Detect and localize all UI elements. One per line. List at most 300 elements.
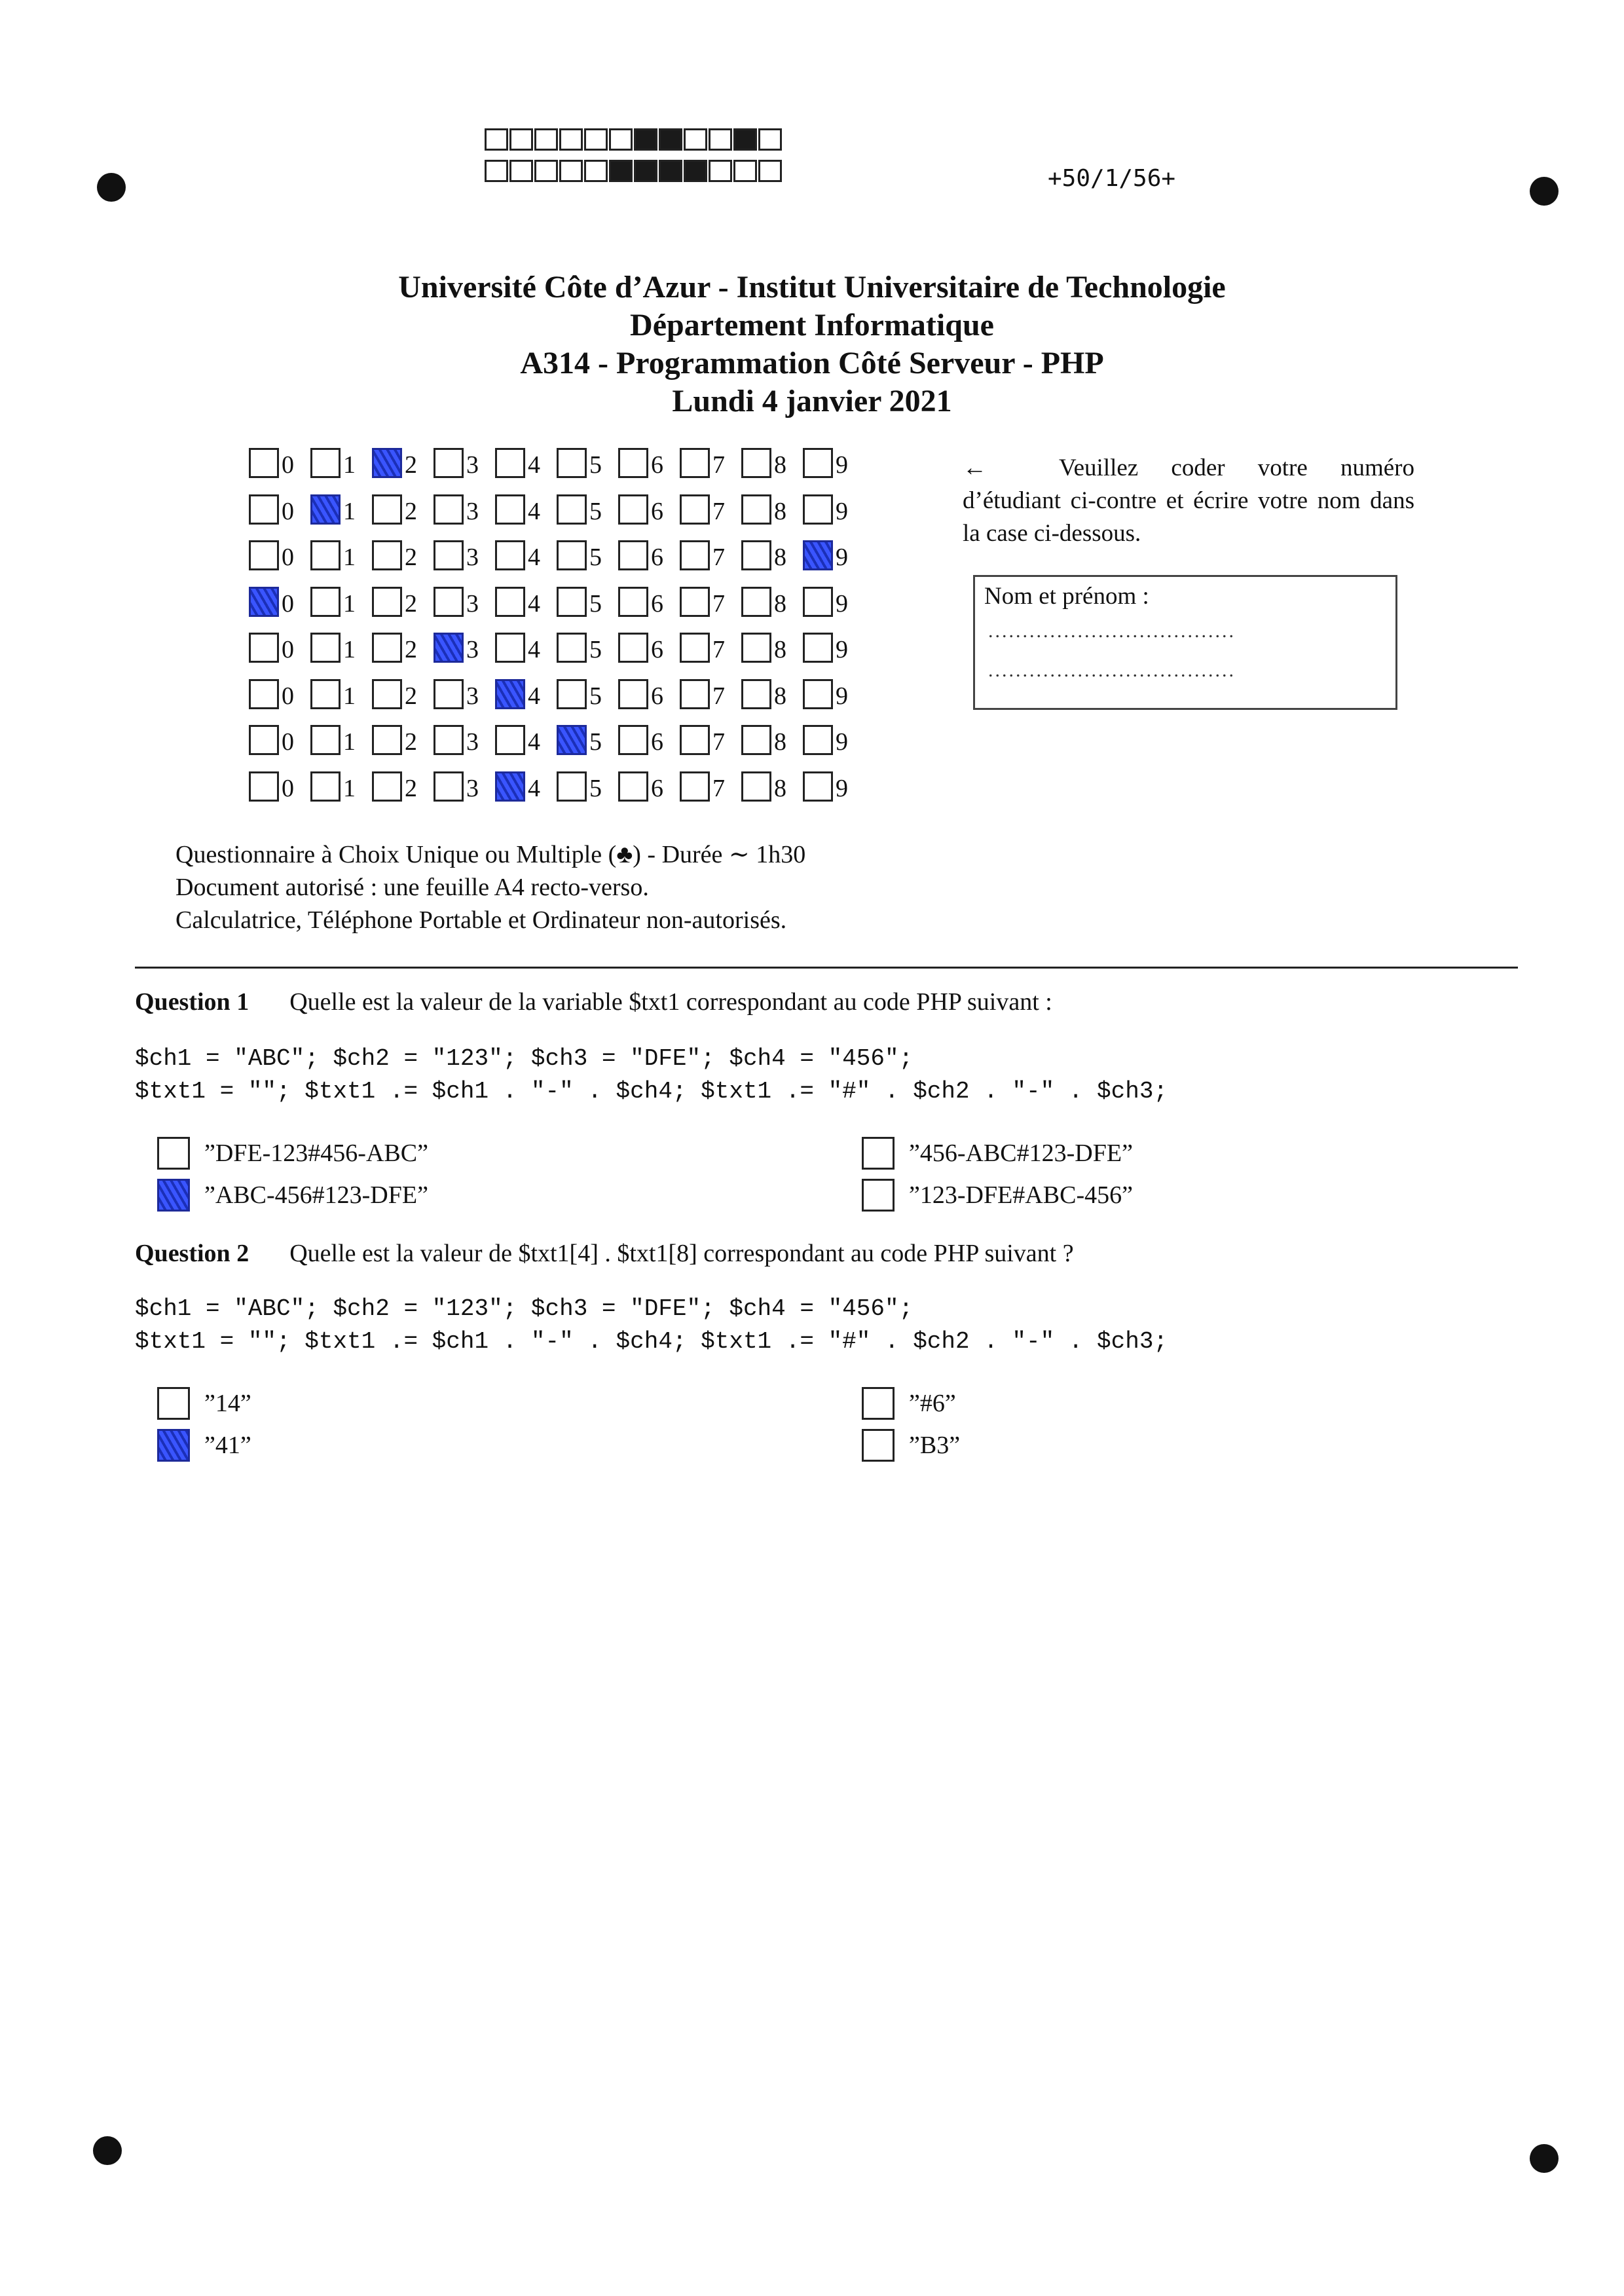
- student-digit-checkbox[interactable]: [680, 448, 710, 478]
- student-digit-checkbox[interactable]: [249, 540, 279, 570]
- student-digit-option[interactable]: [434, 633, 495, 663]
- student-digit-option[interactable]: [680, 633, 741, 663]
- student-digit-checkbox[interactable]: [495, 448, 525, 478]
- student-digit-label: 8: [774, 451, 786, 479]
- student-digit-option[interactable]: [249, 633, 310, 663]
- student-digit-checkbox[interactable]: [803, 587, 833, 617]
- barcode-cell: [609, 160, 633, 182]
- q2-answer-a-checkbox[interactable]: [157, 1387, 190, 1420]
- student-digit-label: 3: [466, 544, 479, 571]
- barcode-cell: [684, 160, 707, 182]
- barcode-row-2: [485, 160, 783, 182]
- barcode-cell: [609, 128, 633, 151]
- q1-answer-d-label: ”123-DFE#ABC-456”: [909, 1181, 1133, 1209]
- student-digit-checkbox[interactable]: [372, 633, 402, 663]
- left-arrow-icon: ←: [963, 454, 987, 481]
- student-digit-label: 5: [589, 497, 602, 525]
- student-digit-checkbox[interactable]: [618, 633, 648, 663]
- student-digit-option[interactable]: [434, 679, 495, 709]
- student-digit-option[interactable]: [495, 679, 557, 709]
- student-digit-label: 1: [343, 451, 356, 479]
- student-digit-label: 9: [836, 774, 848, 802]
- student-digit-option[interactable]: [310, 633, 372, 663]
- question-1-text: Quelle est la valeur de la variable $txt1 correspondant au code PHP suivant :: [289, 988, 1052, 1016]
- student-digit-option[interactable]: [495, 771, 557, 802]
- student-digit-option[interactable]: [372, 725, 434, 755]
- q1-answer-c-checkbox[interactable]: [862, 1137, 895, 1170]
- student-digit-label: 2: [405, 682, 417, 710]
- student-digit-option[interactable]: [557, 494, 618, 525]
- barcode-cell: [534, 160, 558, 182]
- student-digit-option[interactable]: [557, 679, 618, 709]
- student-digit-checkbox[interactable]: [618, 679, 648, 709]
- student-digit-checkbox[interactable]: [618, 494, 648, 525]
- student-digit-checkbox[interactable]: [310, 679, 341, 709]
- barcode-cell: [733, 160, 757, 182]
- student-digit-option[interactable]: [618, 679, 680, 709]
- student-digit-label: 5: [589, 589, 602, 618]
- barcode-cell: [659, 128, 682, 151]
- student-digit-checkbox[interactable]: [680, 771, 710, 802]
- question-2-text: Quelle est la valeur de $txt1[4] . $txt1[8] correspondant au code PHP suivant ?: [289, 1240, 1074, 1267]
- student-digit-checkbox[interactable]: [741, 725, 771, 755]
- barcode-cell: [733, 128, 757, 151]
- student-digit-label: 2: [405, 544, 417, 571]
- student-digit-label: 3: [466, 682, 479, 710]
- student-digit-option[interactable]: [741, 540, 803, 570]
- student-digit-label: 5: [589, 728, 602, 756]
- student-digit-checkbox[interactable]: [310, 540, 341, 570]
- student-digit-checkbox[interactable]: [557, 448, 587, 478]
- question-1-code-line-1: $ch1 = "ABC"; $ch2 = "123"; $ch3 = "DFE"; $ch4 = "456";: [135, 1045, 913, 1072]
- student-digit-label: 0: [282, 497, 294, 525]
- question-2-header: [135, 1239, 1074, 1268]
- student-digit-option[interactable]: [741, 771, 803, 802]
- student-digit-label: 7: [712, 544, 725, 571]
- student-digit-checkbox[interactable]: [434, 725, 464, 755]
- student-digit-label: 7: [712, 682, 725, 710]
- student-digit-checkbox[interactable]: [557, 771, 587, 802]
- student-digit-label: 1: [343, 544, 356, 571]
- student-digit-checkbox[interactable]: [803, 725, 833, 755]
- student-digit-option[interactable]: [803, 771, 864, 802]
- rules-line-1: Questionnaire à Choix Unique ou Multiple (♣) - Durée ∼ 1h30: [175, 841, 806, 868]
- student-digit-label: 1: [343, 774, 356, 802]
- student-digit-label: 8: [774, 774, 786, 802]
- student-digit-checkbox[interactable]: [557, 494, 587, 525]
- student-digit-checkbox[interactable]: [680, 540, 710, 570]
- student-digit-label: 2: [405, 451, 417, 479]
- student-digit-option[interactable]: [434, 494, 495, 525]
- student-digit-label: 8: [774, 728, 786, 756]
- student-digit-label: 2: [405, 728, 417, 756]
- header-department: Département Informatique: [630, 308, 994, 343]
- registration-dot-bottom-right: [1530, 2144, 1559, 2173]
- student-digit-option[interactable]: [680, 448, 741, 478]
- student-digit-option[interactable]: [310, 771, 372, 802]
- student-digit-option[interactable]: [372, 494, 434, 525]
- student-digit-checkbox[interactable]: [310, 494, 341, 525]
- student-digit-option[interactable]: [310, 725, 372, 755]
- student-digit-checkbox[interactable]: [372, 540, 402, 570]
- q2-answer-d[interactable]: [862, 1429, 960, 1462]
- student-digit-option[interactable]: [618, 494, 680, 525]
- student-digit-checkbox[interactable]: [557, 587, 587, 617]
- q2-answer-a-label: ”14”: [204, 1390, 251, 1417]
- barcode-cell: [509, 128, 533, 151]
- student-digit-option[interactable]: [372, 633, 434, 663]
- student-digit-label: 8: [774, 544, 786, 571]
- student-digit-option[interactable]: [495, 448, 557, 478]
- question-1-code: [135, 1043, 1168, 1108]
- student-digit-option[interactable]: [249, 771, 310, 802]
- student-digit-label: 0: [282, 544, 294, 571]
- student-digit-checkbox[interactable]: [372, 771, 402, 802]
- question-2-code: [135, 1293, 1168, 1358]
- student-digit-checkbox[interactable]: [249, 587, 279, 617]
- q1-answer-b[interactable]: [157, 1179, 428, 1212]
- student-digit-checkbox[interactable]: [249, 679, 279, 709]
- student-digit-label: 7: [712, 728, 725, 756]
- student-digit-checkbox[interactable]: [249, 771, 279, 802]
- student-digit-checkbox[interactable]: [618, 448, 648, 478]
- student-digit-label: 2: [405, 497, 417, 525]
- student-digit-label: 3: [466, 497, 479, 525]
- student-digit-checkbox[interactable]: [741, 494, 771, 525]
- q1-answer-c-label: ”456-ABC#123-DFE”: [909, 1139, 1133, 1167]
- student-digit-option[interactable]: [249, 679, 310, 709]
- student-digit-checkbox[interactable]: [310, 448, 341, 478]
- student-digit-checkbox[interactable]: [434, 633, 464, 663]
- student-digit-row: [249, 679, 864, 726]
- exam-rules: [175, 838, 805, 936]
- student-digit-option[interactable]: [680, 494, 741, 525]
- student-digit-checkbox[interactable]: [372, 725, 402, 755]
- student-digit-option[interactable]: [618, 725, 680, 755]
- q2-answer-d-label: ”B3”: [909, 1432, 961, 1459]
- barcode-cell: [534, 128, 558, 151]
- student-digit-option[interactable]: [680, 725, 741, 755]
- student-digit-label: 6: [651, 636, 663, 663]
- question-1-code-line-2: $txt1 = ""; $txt1 .= $ch1 . "-" . $ch4; $txt1 .= "#" . $ch2 . "-" . $ch3;: [135, 1078, 1168, 1105]
- student-digit-checkbox[interactable]: [434, 587, 464, 617]
- student-digit-label: 5: [589, 451, 602, 479]
- student-digit-row: [249, 633, 864, 679]
- header-university: Université Côte d’Azur - Institut Universitaire de Technologie: [398, 270, 1226, 305]
- student-digit-label: 0: [282, 682, 294, 710]
- student-digit-option[interactable]: [249, 494, 310, 525]
- q1-answer-a[interactable]: [157, 1137, 428, 1170]
- student-digit-checkbox[interactable]: [803, 540, 833, 570]
- student-digit-option[interactable]: [495, 540, 557, 570]
- student-digit-label: 4: [528, 728, 540, 756]
- student-number-grid: [249, 448, 864, 817]
- q1-answer-d[interactable]: [862, 1179, 1133, 1212]
- student-digit-checkbox[interactable]: [557, 679, 587, 709]
- student-digit-option[interactable]: [557, 633, 618, 663]
- student-digit-option[interactable]: [803, 494, 864, 525]
- barcode-cell: [758, 128, 782, 151]
- barcode-cell: [559, 160, 583, 182]
- student-digit-option[interactable]: [372, 771, 434, 802]
- student-digit-option[interactable]: [618, 448, 680, 478]
- student-digit-checkbox[interactable]: [680, 679, 710, 709]
- student-digit-option[interactable]: [741, 679, 803, 709]
- student-digit-checkbox[interactable]: [557, 633, 587, 663]
- student-digit-checkbox[interactable]: [434, 540, 464, 570]
- student-digit-option[interactable]: [249, 725, 310, 755]
- student-digit-checkbox[interactable]: [680, 725, 710, 755]
- student-digit-label: 9: [836, 636, 848, 663]
- student-digit-option[interactable]: [803, 725, 864, 755]
- student-digit-option[interactable]: [680, 540, 741, 570]
- student-digit-label: 7: [712, 451, 725, 479]
- student-digit-option[interactable]: [741, 725, 803, 755]
- student-digit-row: [249, 448, 864, 494]
- student-digit-checkbox[interactable]: [372, 494, 402, 525]
- student-digit-label: 3: [466, 728, 479, 756]
- name-box[interactable]: [973, 575, 1397, 710]
- student-digit-option[interactable]: [310, 587, 372, 617]
- student-digit-checkbox[interactable]: [310, 633, 341, 663]
- q2-answer-c-checkbox[interactable]: [862, 1387, 895, 1420]
- student-digit-option[interactable]: [557, 540, 618, 570]
- barcode-cell: [559, 128, 583, 151]
- student-digit-checkbox[interactable]: [310, 725, 341, 755]
- student-digit-label: 8: [774, 497, 786, 525]
- student-digit-label: 2: [405, 636, 417, 663]
- student-number-instructions: [963, 452, 1414, 550]
- student-digit-option[interactable]: [618, 633, 680, 663]
- student-digit-option[interactable]: [803, 679, 864, 709]
- student-digit-checkbox[interactable]: [741, 771, 771, 802]
- student-digit-label: 5: [589, 636, 602, 663]
- student-digit-label: 4: [528, 636, 540, 663]
- barcode-cell: [485, 128, 508, 151]
- student-digit-option[interactable]: [310, 540, 372, 570]
- q1-answer-b-label: ”ABC-456#123-DFE”: [204, 1181, 428, 1209]
- q2-answer-b-checkbox[interactable]: [157, 1429, 190, 1462]
- student-digit-label: 9: [836, 589, 848, 618]
- student-digit-checkbox[interactable]: [741, 679, 771, 709]
- student-digit-label: 6: [651, 497, 663, 525]
- student-digit-label: 4: [528, 589, 540, 618]
- q2-answer-b-label: ”41”: [204, 1432, 251, 1459]
- q2-answer-c-label: ”#6”: [909, 1390, 956, 1417]
- student-digit-option[interactable]: [495, 725, 557, 755]
- student-digit-option[interactable]: [741, 448, 803, 478]
- student-digit-checkbox[interactable]: [434, 448, 464, 478]
- student-digit-checkbox[interactable]: [495, 494, 525, 525]
- student-digit-option[interactable]: [372, 679, 434, 709]
- student-digit-label: 8: [774, 636, 786, 663]
- student-digit-label: 7: [712, 636, 725, 663]
- barcode-cell: [709, 160, 732, 182]
- student-digit-option[interactable]: [741, 633, 803, 663]
- student-digit-checkbox[interactable]: [495, 540, 525, 570]
- q1-answer-c[interactable]: [862, 1137, 1133, 1170]
- student-digit-option[interactable]: [557, 448, 618, 478]
- student-digit-checkbox[interactable]: [495, 771, 525, 802]
- student-digit-checkbox[interactable]: [434, 771, 464, 802]
- barcode-cell: [709, 128, 732, 151]
- student-digit-label: 0: [282, 451, 294, 479]
- student-digit-option[interactable]: [495, 587, 557, 617]
- barcode-cell: [758, 160, 782, 182]
- student-digit-row: [249, 494, 864, 541]
- header-date: Lundi 4 janvier 2021: [672, 384, 952, 418]
- student-digit-checkbox[interactable]: [618, 725, 648, 755]
- student-digit-option[interactable]: [434, 448, 495, 478]
- barcode-row-1: [485, 128, 783, 151]
- student-digit-checkbox[interactable]: [803, 448, 833, 478]
- barcode-cell: [634, 160, 657, 182]
- student-digit-row: [249, 771, 864, 818]
- student-digit-option[interactable]: [741, 587, 803, 617]
- student-digit-option[interactable]: [249, 448, 310, 478]
- student-digit-option[interactable]: [618, 587, 680, 617]
- student-digit-checkbox[interactable]: [741, 448, 771, 478]
- student-digit-option[interactable]: [495, 494, 557, 525]
- student-digit-label: 6: [651, 774, 663, 802]
- student-digit-label: 1: [343, 682, 356, 710]
- student-digit-checkbox[interactable]: [434, 679, 464, 709]
- student-digit-checkbox[interactable]: [557, 540, 587, 570]
- student-digit-checkbox[interactable]: [618, 540, 648, 570]
- q1-answer-a-checkbox[interactable]: [157, 1137, 190, 1170]
- page-id: +50/1/56+: [1048, 165, 1176, 192]
- q2-answer-d-checkbox[interactable]: [862, 1429, 895, 1462]
- student-digit-label: 1: [343, 728, 356, 756]
- student-digit-label: 6: [651, 589, 663, 618]
- student-digit-checkbox[interactable]: [495, 679, 525, 709]
- student-digit-option[interactable]: [372, 540, 434, 570]
- barcode-cell: [684, 128, 707, 151]
- student-digit-label: 6: [651, 451, 663, 479]
- student-digit-option[interactable]: [249, 540, 310, 570]
- student-digit-option[interactable]: [680, 679, 741, 709]
- student-digit-option[interactable]: [434, 771, 495, 802]
- question-2-code-line-1: $ch1 = "ABC"; $ch2 = "123"; $ch3 = "DFE"; $ch4 = "456";: [135, 1295, 913, 1322]
- student-digit-checkbox[interactable]: [434, 494, 464, 525]
- student-digit-checkbox[interactable]: [372, 679, 402, 709]
- student-digit-option[interactable]: [557, 771, 618, 802]
- student-digit-row: [249, 587, 864, 633]
- q2-answer-a[interactable]: [157, 1387, 251, 1420]
- student-digit-option[interactable]: [803, 587, 864, 617]
- q1-answer-a-label: ”DFE-123#456-ABC”: [204, 1139, 428, 1167]
- student-digit-option[interactable]: [618, 540, 680, 570]
- student-digit-option[interactable]: [680, 771, 741, 802]
- student-digit-checkbox[interactable]: [372, 587, 402, 617]
- q1-answer-b-checkbox[interactable]: [157, 1179, 190, 1212]
- student-digit-option[interactable]: [434, 540, 495, 570]
- student-digit-label: 6: [651, 682, 663, 710]
- question-1-header: [135, 988, 1052, 1016]
- student-digit-option[interactable]: [803, 633, 864, 663]
- student-digit-checkbox[interactable]: [618, 771, 648, 802]
- barcode-cell: [634, 128, 657, 151]
- barcode-cell: [584, 160, 608, 182]
- student-digit-row: [249, 725, 864, 771]
- student-digit-option[interactable]: [310, 494, 372, 525]
- student-digit-option[interactable]: [495, 633, 557, 663]
- student-digit-option[interactable]: [372, 448, 434, 478]
- student-digit-checkbox[interactable]: [310, 771, 341, 802]
- student-digit-checkbox[interactable]: [249, 633, 279, 663]
- student-digit-checkbox[interactable]: [372, 448, 402, 478]
- student-digit-checkbox[interactable]: [803, 679, 833, 709]
- student-digit-label: 0: [282, 589, 294, 618]
- student-digit-option[interactable]: [618, 771, 680, 802]
- student-digit-label: 9: [836, 682, 848, 710]
- question-1-number: Question 1: [135, 988, 249, 1016]
- student-digit-option[interactable]: [557, 725, 618, 755]
- student-digit-checkbox[interactable]: [249, 494, 279, 525]
- student-digit-checkbox[interactable]: [741, 540, 771, 570]
- student-digit-checkbox[interactable]: [803, 494, 833, 525]
- registration-dot-top-left: [97, 173, 126, 202]
- student-digit-option[interactable]: [680, 587, 741, 617]
- student-digit-option[interactable]: [310, 679, 372, 709]
- student-digit-checkbox[interactable]: [495, 587, 525, 617]
- student-digit-checkbox[interactable]: [557, 725, 587, 755]
- student-digit-label: 4: [528, 682, 540, 710]
- student-digit-option[interactable]: [434, 725, 495, 755]
- student-digit-label: 0: [282, 636, 294, 663]
- name-label: Nom et prénom :: [984, 583, 1149, 610]
- student-digit-checkbox[interactable]: [249, 448, 279, 478]
- student-digit-checkbox[interactable]: [495, 633, 525, 663]
- student-digit-option[interactable]: [741, 494, 803, 525]
- student-digit-option[interactable]: [557, 587, 618, 617]
- student-digit-option[interactable]: [372, 587, 434, 617]
- name-line-1: ....................................: [988, 620, 1236, 642]
- student-digit-checkbox[interactable]: [495, 725, 525, 755]
- student-digit-label: 4: [528, 774, 540, 802]
- student-digit-option[interactable]: [249, 587, 310, 617]
- student-digit-option[interactable]: [434, 587, 495, 617]
- student-digit-checkbox[interactable]: [803, 633, 833, 663]
- q2-answer-c[interactable]: [862, 1387, 956, 1420]
- q2-answer-b[interactable]: [157, 1429, 251, 1462]
- student-digit-checkbox[interactable]: [618, 587, 648, 617]
- q1-answer-d-checkbox[interactable]: [862, 1179, 895, 1212]
- student-digit-option[interactable]: [803, 448, 864, 478]
- student-digit-label: 3: [466, 774, 479, 802]
- student-digit-label: 4: [528, 451, 540, 479]
- student-digit-label: 1: [343, 497, 356, 525]
- student-digit-checkbox[interactable]: [741, 633, 771, 663]
- student-digit-checkbox[interactable]: [803, 771, 833, 802]
- student-digit-label: 7: [712, 497, 725, 525]
- student-digit-checkbox[interactable]: [310, 587, 341, 617]
- barcode-cell: [584, 128, 608, 151]
- student-digit-label: 1: [343, 589, 356, 618]
- student-digit-option[interactable]: [803, 540, 864, 570]
- student-digit-checkbox[interactable]: [249, 725, 279, 755]
- student-digit-checkbox[interactable]: [680, 633, 710, 663]
- student-digit-label: 0: [282, 728, 294, 756]
- student-digit-checkbox[interactable]: [741, 587, 771, 617]
- separator-line: [135, 967, 1518, 969]
- student-digit-label: 5: [589, 544, 602, 571]
- student-digit-label: 5: [589, 682, 602, 710]
- student-digit-option[interactable]: [310, 448, 372, 478]
- student-digit-checkbox[interactable]: [680, 587, 710, 617]
- student-digit-label: 9: [836, 497, 848, 525]
- student-digit-checkbox[interactable]: [680, 494, 710, 525]
